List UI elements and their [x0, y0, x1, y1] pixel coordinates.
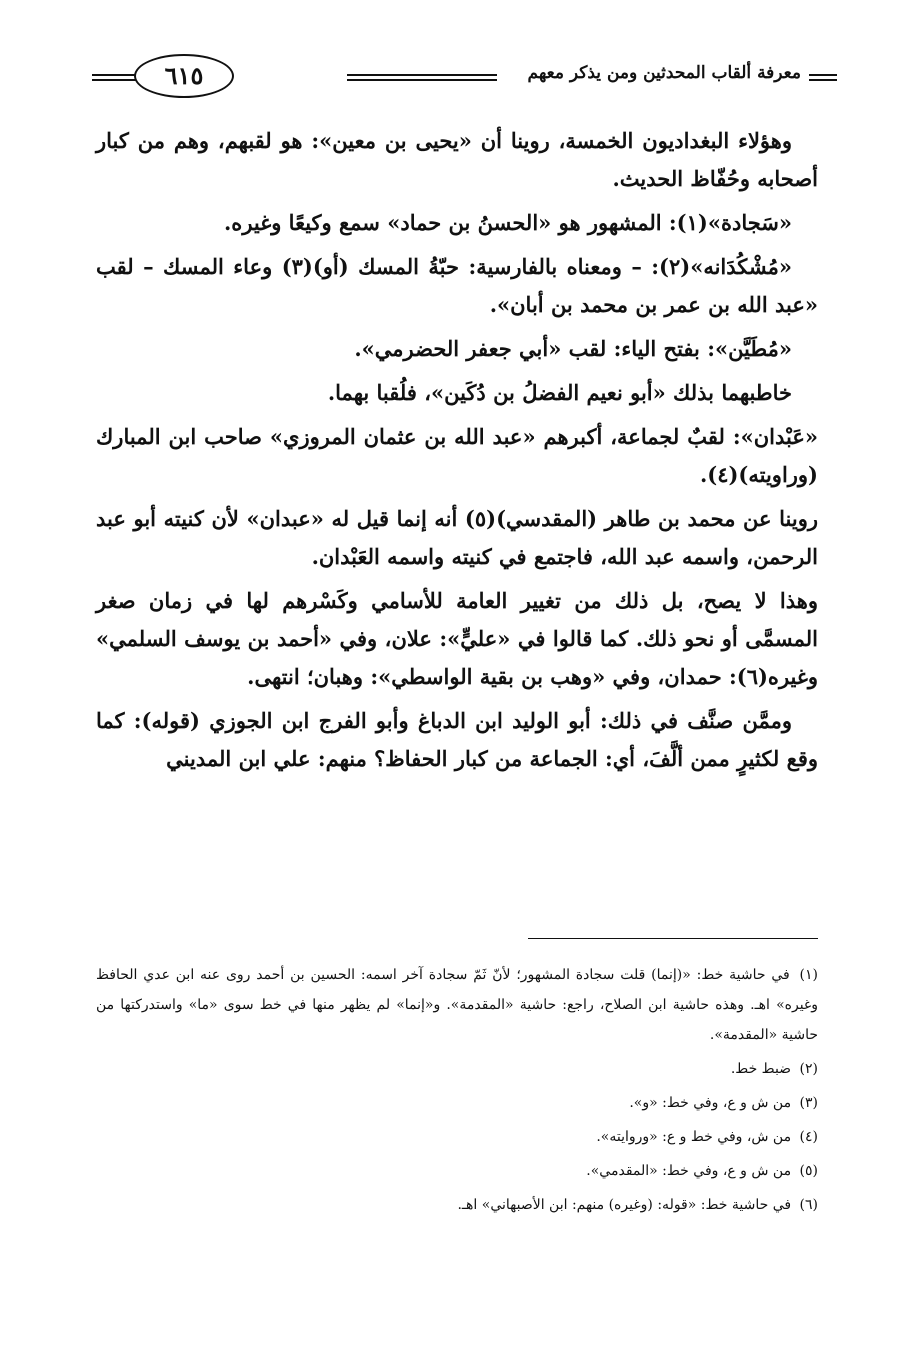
- footnote-number: (٢): [799, 1061, 818, 1077]
- main-text: [96, 122, 818, 784]
- footnote-text: في حاشية خط: «(إنما) قلت سجادة المشهور؛ لأنّ ثَمّ سجادة آخر اسمه: الحسين بن أحمد روى عنه ابن عدي الحافظ وغيره» اهـ. وهذه حاشية ابن الصلاح، راجع: حاشية «المقدمة». و«إنما» لم يظهر منها في خط سوى «ما» واستدركتها من حاشية «المقدمة».: [96, 967, 818, 1043]
- footnote-text: من ش، وفي خط و ع: «وروايته».: [596, 1129, 792, 1145]
- paragraph: «مُشْكُدَانه»(٢): – ومعناه بالفارسية: حبّةُ المسك (أو)(٣) وعاء المسك – لقب «عبد الله بن عمر بن محمد بن أبان».: [96, 254, 818, 317]
- footnote-text: في حاشية خط: «قوله: (وغيره) منهم: ابن الأصبهاني» اهـ.: [457, 1197, 792, 1213]
- footnote-number: (٣): [799, 1095, 818, 1111]
- header-ornament-right: [809, 74, 837, 81]
- footnote-number: (٤): [799, 1129, 818, 1145]
- paragraph: «عَبْدان»: لقبٌ لجماعة، أكبرهم «عبد الله بن عثمان المروزي» صاحب ابن المبارك (وراويته)(٤).: [96, 424, 818, 487]
- header-rule: [347, 74, 497, 81]
- paragraph: «سَجادة»(١): المشهور هو «الحسنُ بن حماد» سمع وكيعًا وغيره.: [224, 210, 792, 235]
- footnote-number: (٦): [799, 1197, 818, 1213]
- footnote: [96, 1054, 818, 1084]
- footnote-number: (١): [799, 967, 819, 983]
- footnote-text: من ش و ع، وفي خط: «و».: [629, 1095, 792, 1111]
- paragraph: روينا عن محمد بن طاهر (المقدسي)(٥) أنه إنما قيل له «عبدان» لأن كنيته أبو عبد الرحمن، واسمه عبد الله، فاجتمع في كنيته واسمه العَبْدان.: [96, 506, 819, 569]
- paragraph: «مُطَيَّن»: بفتح الياء: لقب «أبي جعفر الحضرمي».: [354, 336, 792, 361]
- page-header: [92, 52, 837, 102]
- running-title: معرفة ألقاب المحدثين ومن يذكر معهم: [527, 63, 801, 83]
- footnote: [96, 1122, 818, 1152]
- paragraph: خاطبهما بذلك «أبو نعيم الفضلُ بن دُكَين»، فلُقبا بهما.: [327, 380, 792, 405]
- footnote: [96, 1190, 818, 1220]
- footnote-number: (٥): [799, 1163, 818, 1179]
- page-number: ٦١٥: [134, 54, 234, 98]
- paragraph: وهؤلاء البغداديون الخمسة، روينا أن «يحيى بن معين»: هو لقبهم، وهم من كبار أصحابه وحُفّاظ الحديث.: [96, 128, 818, 191]
- footnote-separator: [528, 938, 818, 939]
- footnote: [96, 960, 818, 1050]
- footnote-text: من ش و ع، وفي خط: «المقدمي».: [586, 1163, 792, 1179]
- footnote: [96, 1088, 818, 1118]
- footnote: [96, 1156, 818, 1186]
- paragraph: وممَّن صنَّف في ذلك: أبو الوليد ابن الدباغ وأبو الفرج ابن الجوزي (قوله): كما وقع لكثيرٍ ممن ألَّفَ، أي: الجماعة من كبار الحفاظ؟ منهم: علي ابن المديني: [96, 708, 818, 771]
- footnote-text: ضبط خط.: [730, 1061, 792, 1077]
- paragraph: وهذا لا يصح، بل ذلك من تغيير العامة للأسامي وكَسْرهم لها في زمان صغر المسمَّى أو نحو ذلك. كما قالوا في «عليٍّ»: علان، وفي «أحمد بن يوسف السلمي» وغيره(٦): حمدان، وفي «وهب بن بقية الواسطي»: وهبان؛ انتهى.: [96, 588, 818, 689]
- footnotes: [96, 960, 818, 1224]
